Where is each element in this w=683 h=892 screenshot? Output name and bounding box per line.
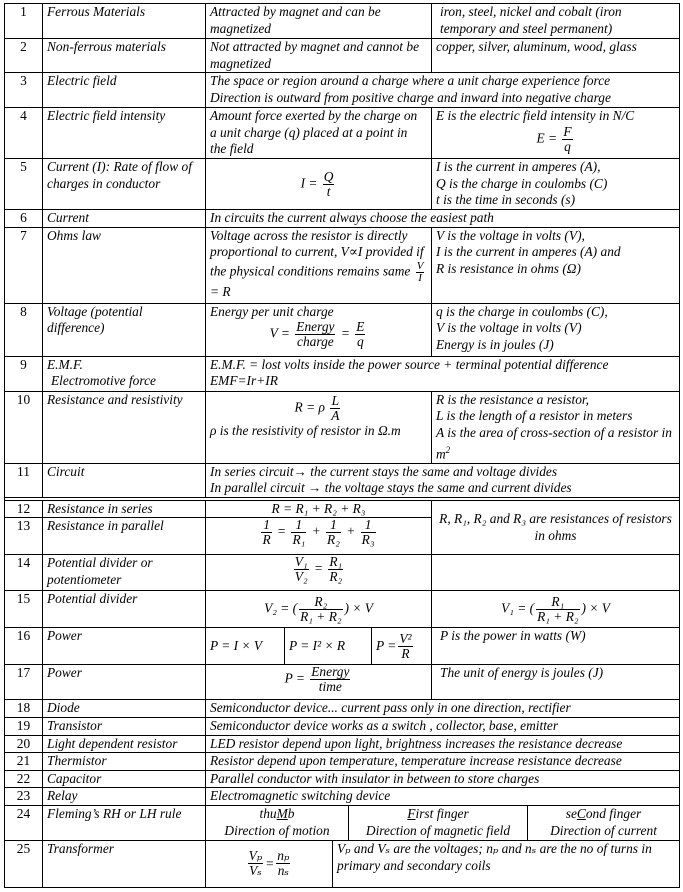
power-formula-v2r: P = $\frac{\text{V²}}{R}$	[376, 630, 412, 661]
detail-cell: The unit of energy is joules (J)	[432, 665, 680, 700]
topic-cell: Light dependent resistor	[43, 735, 206, 753]
topic-cell: Ferrous Materials	[43, 4, 206, 39]
table-row	[5, 770, 680, 788]
row-number: 1	[5, 4, 43, 39]
description-cell: Semiconductor device works as a switch , collector, base, emitter	[206, 718, 680, 736]
row-number: 22	[5, 770, 43, 788]
row-number: 8	[5, 303, 43, 356]
electric-field-formula: E = $\frac{F}{q}$	[536, 123, 572, 154]
description-cell: Attracted by magnet and can be magnetized	[206, 4, 432, 39]
table-row	[5, 303, 680, 356]
row-number: 4	[5, 108, 43, 159]
description-cell	[206, 73, 680, 108]
topic-cell: Current (I): Rate of flow of charges in conductor	[43, 159, 206, 210]
table-row	[5, 227, 680, 303]
power-formulas-cell	[206, 628, 432, 665]
transformer-formula: $\frac{\text{Vₚ}}{\text{Vₛ}}$ = $\frac{\text{nₚ}}{\text{nₛ}}$	[206, 841, 333, 887]
potentiometer-formula: $\frac{\text{V₁}}{\text{V₂}}$ = $\frac{\text{R₁}}{\text{R₂}}$	[206, 555, 432, 591]
topic-cell: Resistance in series	[43, 500, 206, 518]
power-formula-iv: P = I × V	[206, 628, 285, 664]
resistivity-formula: R = ρ $\frac{L}{A}$	[294, 392, 340, 423]
table-row	[5, 159, 680, 210]
row-number: 7	[5, 227, 43, 303]
topic-cell: Fleming’s RH or LH rule	[43, 805, 206, 840]
table-row	[5, 4, 680, 39]
topic-cell: Thermistor	[43, 753, 206, 771]
topic-cell: Voltage (potential difference)	[43, 303, 206, 356]
table-row	[5, 463, 680, 497]
row-number: 19	[5, 718, 43, 736]
description-cell: Amount force exerted by the charge on a unit charge (q) placed at a point in the field	[206, 108, 432, 159]
table-row	[5, 805, 680, 840]
description-cell: LED resistor depend upon light, brightness increases the resistance decrease	[206, 735, 680, 753]
topic-cell: Resistance in parallel	[43, 518, 206, 555]
row-number: 14	[5, 555, 43, 591]
ohms-law-fraction: $\frac{V}{I}$	[416, 259, 424, 284]
description-cell: In circuits the current always choose the easiest path	[206, 210, 680, 228]
topic-cell: Current	[43, 210, 206, 228]
voltage-formula: V = $\frac{\text{Energy}}{\text{charge}}$ = $\frac{E}{q}$	[269, 319, 365, 350]
table-row	[5, 665, 680, 700]
thumb-cell: thuMb Direction of motion	[206, 806, 349, 840]
table-row	[5, 500, 680, 518]
topic-cell: Power	[43, 628, 206, 665]
current-formula: I = $\frac{Q}{t}$	[206, 159, 432, 210]
detail-cell: copper, silver, aluminum, wood, glass	[432, 39, 680, 73]
topic-cell: Electric field	[43, 73, 206, 108]
row-number: 10	[5, 391, 43, 463]
description-cell: E.M.F. = lost volts inside the power source + terminal potential difference EMF=Ir+IR	[206, 356, 680, 391]
detail-text: E is the electric field intensity in N/C	[436, 108, 635, 124]
potential-divider-v1-formula: V₁ = ( $\frac{\text{R₁}}{\text{R₁ + R₂}}$ ) × V	[432, 591, 680, 628]
series-formula: R = R₁ + R₂ + R₃	[206, 500, 432, 518]
topic-cell: E.M.F. Electromotive force	[43, 356, 206, 391]
table-row	[5, 356, 680, 391]
detail-cell: I is the current in amperes (A), Q is the charge in coulombs (C) t is the time in seconds (s)	[432, 159, 680, 210]
topic-cell: Non-ferrous materials	[43, 39, 206, 73]
table-row	[5, 700, 680, 718]
row-number: 5	[5, 159, 43, 210]
potential-divider-v2-formula: V₂ = ( $\frac{\text{R₂}}{\text{R₁ + R₂}}$ ) × V	[206, 591, 432, 628]
description-cell: Electromagnetic switching device	[206, 788, 680, 806]
second-finger-cell: seCond finger Direction of current	[550, 806, 657, 838]
description-cell: Semiconductor device... current pass only in one direction, rectifier	[206, 700, 680, 718]
detail-cell	[432, 108, 680, 159]
row-number: 25	[5, 840, 43, 887]
transformer-description: Vₚ and Vₛ are the voltages; nₚ and nₛ are the no of turns in primary and secondary coils	[337, 840, 652, 873]
topic-cell: Resistance and resistivity	[43, 391, 206, 463]
unit-superscript: 2	[445, 444, 451, 455]
row-number: 24	[5, 805, 43, 840]
table-row	[5, 628, 680, 665]
detail-cell: iron, steel, nickel and cobalt (iron temporary and steel permanent)	[432, 4, 680, 39]
formula-fraction: $\frac{F}{q}$	[563, 123, 572, 154]
topic-cell: Diode	[43, 700, 206, 718]
energy-power-formula: P = $\frac{\text{Energy}}{\text{time}}$	[206, 665, 432, 700]
table-row	[5, 391, 680, 463]
transformer-cell	[206, 840, 680, 887]
description-cell: Voltage across the resistor is directly proportional to current, V∝I provided if the physical conditions remains same $\frac{V}{I}$ = R	[206, 227, 432, 303]
table-row	[5, 753, 680, 771]
row-number: 21	[5, 753, 43, 771]
first-finger-cell: First finger Direction of magnetic field	[349, 806, 528, 840]
description-line: The space or region around a charge where a unit charge experience force	[210, 73, 611, 89]
description-cell: In series circuit→ the current stays the same and voltage divides In parallel circuit → the voltage stays the same and current divides	[206, 463, 680, 497]
row-number: 13	[5, 518, 43, 555]
description-cell: Energy per unit charge V = $\frac{\text{Energy}}{\text{charge}}$ = $\frac{E}{q}$	[206, 303, 432, 356]
description-line: Direction is outward from positive charge and inward into negative charge	[210, 89, 611, 105]
row-number: 20	[5, 735, 43, 753]
description-cell: Not attracted by magnet and cannot be magnetized	[206, 39, 432, 73]
table-row	[5, 788, 680, 806]
detail-cell: q is the charge in coulombs (C), V is the voltage in volts (V) Energy is in joules (J)	[432, 303, 680, 356]
physics-summary-table	[4, 3, 680, 888]
detail-cell: R is the resistance a resistor, L is the length of a resistor in meters A is the area of cross-section of a resistor in $m^2$	[432, 391, 680, 463]
row-number: 6	[5, 210, 43, 228]
table-row	[5, 591, 680, 628]
row-number: 23	[5, 788, 43, 806]
detail-cell: P is the power in watts (W)	[432, 628, 680, 665]
table-row	[5, 73, 680, 108]
topic-cell: Electric field intensity	[43, 108, 206, 159]
power-formula-i2r: P = I² × R	[285, 628, 372, 664]
topic-cell: Circuit	[43, 463, 206, 497]
table-row	[5, 210, 680, 228]
detail-cell: V is the voltage in volts (V), I is the current in amperes (A) and R is resistance in ohms (Ω)	[432, 227, 680, 303]
row-number: 17	[5, 665, 43, 700]
formula-fraction: $\frac{Q}{t}$	[323, 168, 334, 199]
description-cell: Parallel conductor with insulator in between to store charges	[206, 770, 680, 788]
parallel-formula: $\frac{1}{R}$ = $\frac{1}{\text{R₁}}$ + $\frac{1}{\text{R₂}}$ + $\frac{1}{\text{R₃}}$	[206, 518, 432, 555]
fleming-rule-cell	[206, 805, 680, 840]
row-number: 18	[5, 700, 43, 718]
shared-detail-cell: R, R₁, R₂ and R₃ are resistances of resistors in ohms	[432, 500, 680, 555]
row-number: 15	[5, 591, 43, 628]
topic-cell: Power	[43, 665, 206, 700]
row-number: 2	[5, 39, 43, 73]
topic-cell: Potential divider or potentiometer	[43, 555, 206, 591]
row-number: 12	[5, 500, 43, 518]
topic-cell: Relay	[43, 788, 206, 806]
empty-cell	[432, 555, 680, 591]
table-row	[5, 108, 680, 159]
table-row	[5, 840, 680, 887]
table-row	[5, 735, 680, 753]
row-number: 11	[5, 463, 43, 497]
physics-summary-table-wrapper	[4, 3, 679, 888]
table-row	[5, 718, 680, 736]
topic-cell: Transistor	[43, 718, 206, 736]
table-row	[5, 555, 680, 591]
row-number: 9	[5, 356, 43, 391]
description-cell: Resistor depend upon temperature, temperature increase resistance decrease	[206, 753, 680, 771]
table-row	[5, 39, 680, 73]
topic-cell: Capacitor	[43, 770, 206, 788]
topic-cell: Potential divider	[43, 591, 206, 628]
topic-cell: Transformer	[43, 840, 206, 887]
topic-cell: Ohms law	[43, 227, 206, 303]
description-cell: R = ρ $\frac{L}{A}$ ρ is the resistivity of resistor in Ω.m	[206, 391, 432, 463]
row-number: 3	[5, 73, 43, 108]
row-number: 16	[5, 628, 43, 665]
